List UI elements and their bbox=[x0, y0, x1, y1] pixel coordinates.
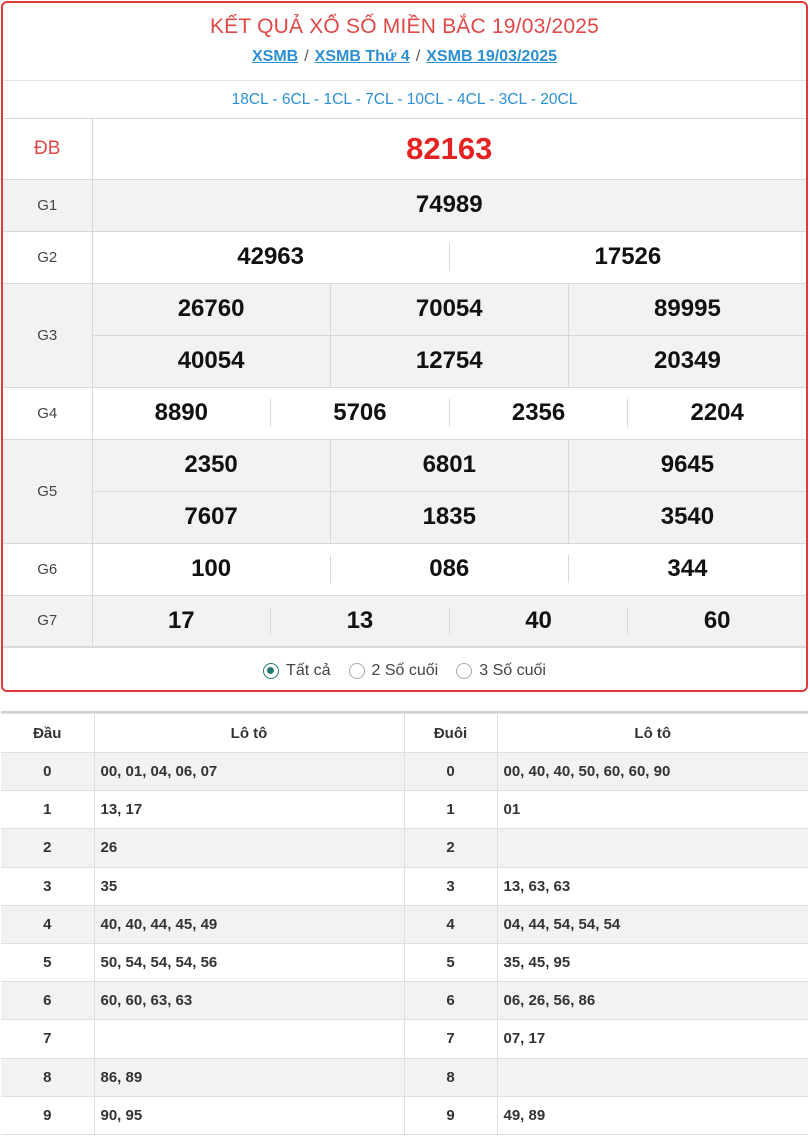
duoi-cell: 9 bbox=[404, 1096, 497, 1134]
radio-icon[interactable] bbox=[456, 663, 472, 679]
result-panel bbox=[1, 1, 808, 692]
table-row bbox=[1, 1020, 808, 1058]
prize-row-g1 bbox=[3, 179, 806, 231]
prize-table bbox=[3, 119, 806, 647]
dau-values-cell: 00, 01, 04, 06, 07 bbox=[94, 753, 404, 791]
prize-number: 6801 bbox=[330, 440, 568, 491]
column-header-loto: Lô tô bbox=[94, 714, 404, 753]
prize-number: 42963 bbox=[237, 243, 304, 270]
column-header-loto: Lô tô bbox=[497, 714, 808, 753]
dau-cell: 5 bbox=[1, 943, 94, 981]
prize-number: 3540 bbox=[568, 492, 806, 543]
prize-number: 086 bbox=[330, 555, 568, 583]
dau-cell: 0 bbox=[1, 753, 94, 791]
table-row bbox=[1, 829, 808, 867]
duoi-cell: 7 bbox=[404, 1020, 497, 1058]
prize-label: ĐB bbox=[3, 119, 92, 179]
duoi-cell: 1 bbox=[404, 791, 497, 829]
prize-number: 100 bbox=[191, 555, 232, 582]
dau-cell: 2 bbox=[1, 829, 94, 867]
prize-number: 17526 bbox=[449, 243, 806, 271]
prize-label: G3 bbox=[3, 283, 92, 387]
column-header-dau: Đầu bbox=[1, 714, 94, 753]
duoi-values-cell: 04, 44, 54, 54, 54 bbox=[497, 905, 808, 943]
prize-number: 8890 bbox=[154, 399, 208, 426]
duoi-cell: 3 bbox=[404, 867, 497, 905]
prize-number: 20349 bbox=[568, 336, 806, 387]
prize-number: 70054 bbox=[330, 284, 568, 335]
filter-option-label: Tất cả bbox=[286, 662, 331, 679]
prize-row-g2 bbox=[3, 231, 806, 283]
link-xsmb-thu-4[interactable]: XSMB Thứ 4 bbox=[314, 48, 410, 65]
duoi-values-cell: 13, 63, 63 bbox=[497, 867, 808, 905]
dau-values-cell: 35 bbox=[94, 867, 404, 905]
dau-values-cell: 90, 95 bbox=[94, 1096, 404, 1134]
duoi-values-cell: 35, 45, 95 bbox=[497, 943, 808, 981]
dau-values-cell bbox=[94, 1020, 404, 1058]
prize-label: G7 bbox=[3, 595, 92, 646]
table-row bbox=[1, 867, 808, 905]
duoi-values-cell: 49, 89 bbox=[497, 1096, 808, 1134]
table-row bbox=[1, 1058, 808, 1096]
prize-number: 2350 bbox=[93, 440, 330, 491]
duoi-cell: 5 bbox=[404, 943, 497, 981]
prize-number: 7607 bbox=[93, 492, 330, 543]
prize-number: 89995 bbox=[568, 284, 806, 335]
prize-row-g5 bbox=[3, 439, 806, 543]
column-header-duoi: Đuôi bbox=[404, 714, 497, 753]
dau-values-cell: 86, 89 bbox=[94, 1058, 404, 1096]
prize-label: G2 bbox=[3, 231, 92, 283]
link-xsmb[interactable]: XSMB bbox=[251, 48, 299, 65]
prize-row-g6 bbox=[3, 543, 806, 595]
table-row bbox=[1, 982, 808, 1020]
dau-cell: 6 bbox=[1, 982, 94, 1020]
prize-label: G5 bbox=[3, 439, 92, 543]
duoi-cell: 0 bbox=[404, 753, 497, 791]
duoi-values-cell bbox=[497, 1058, 808, 1096]
prize-label: G4 bbox=[3, 387, 92, 439]
dau-values-cell: 50, 54, 54, 54, 56 bbox=[94, 943, 404, 981]
link-xsmb-date[interactable]: XSMB 19/03/2025 bbox=[426, 48, 558, 65]
prize-number: 17 bbox=[93, 607, 271, 635]
duoi-values-cell: 07, 17 bbox=[497, 1020, 808, 1058]
duoi-cell: 6 bbox=[404, 982, 497, 1020]
dau-cell: 7 bbox=[1, 1020, 94, 1058]
duoi-values-cell bbox=[497, 829, 808, 867]
prize-number: 5706 bbox=[270, 399, 449, 427]
page-title: KẾT QUẢ XỔ SỐ MIỀN BẮC 19/03/2025 bbox=[209, 15, 600, 38]
dau-cell: 8 bbox=[1, 1058, 94, 1096]
prize-row-g4 bbox=[3, 387, 806, 439]
prize-number: 26760 bbox=[93, 284, 330, 335]
filter-option-label: 2 Số cuối bbox=[371, 662, 439, 679]
prize-codes: 18CL - 6CL - 1CL - 7CL - 10CL - 4CL - 3CL - 20CL bbox=[3, 80, 806, 119]
prize-number: 13 bbox=[270, 607, 449, 635]
prize-number: 12754 bbox=[330, 336, 568, 387]
prize-row-g3 bbox=[3, 283, 806, 387]
filter-option-label: 3 Số cuối bbox=[479, 662, 546, 679]
prize-row-db bbox=[3, 119, 806, 179]
prize-number: 74989 bbox=[93, 191, 807, 219]
radio-icon[interactable] bbox=[349, 663, 365, 679]
prize-number: 60 bbox=[627, 607, 806, 635]
prize-number: 344 bbox=[568, 555, 806, 583]
table-row bbox=[1, 1096, 808, 1134]
duoi-cell: 2 bbox=[404, 829, 497, 867]
breadcrumb-separator: / bbox=[415, 48, 421, 65]
breadcrumb-separator: / bbox=[304, 48, 309, 65]
duoi-cell: 4 bbox=[404, 905, 497, 943]
dau-values-cell: 13, 17 bbox=[94, 791, 404, 829]
duoi-cell: 8 bbox=[404, 1058, 497, 1096]
dau-values-cell: 60, 60, 63, 63 bbox=[94, 982, 404, 1020]
prize-number: 2204 bbox=[627, 399, 806, 427]
breadcrumb bbox=[3, 48, 806, 80]
table-row bbox=[1, 943, 808, 981]
prize-label: G6 bbox=[3, 543, 92, 595]
radio-selected-icon[interactable] bbox=[263, 663, 279, 679]
filter-option-all[interactable] bbox=[263, 662, 330, 680]
table-row bbox=[1, 905, 808, 943]
filter-option-3-digits[interactable] bbox=[456, 662, 546, 680]
dau-cell: 4 bbox=[1, 905, 94, 943]
prize-number: 1835 bbox=[330, 492, 568, 543]
number-filter bbox=[3, 647, 806, 693]
prize-label: G1 bbox=[3, 179, 92, 231]
dau-cell: 3 bbox=[1, 867, 94, 905]
prize-number: 9645 bbox=[568, 440, 806, 491]
table-row bbox=[1, 791, 808, 829]
dau-cell: 9 bbox=[1, 1096, 94, 1134]
special-prize-number: 82163 bbox=[406, 130, 493, 166]
loto-panel bbox=[1, 711, 808, 1135]
prize-number: 40 bbox=[449, 607, 628, 635]
prize-number: 40054 bbox=[93, 336, 330, 387]
dau-values-cell: 40, 40, 44, 45, 49 bbox=[94, 905, 404, 943]
dau-values-cell: 26 bbox=[94, 829, 404, 867]
prize-number: 2356 bbox=[449, 399, 628, 427]
filter-option-2-digits[interactable] bbox=[349, 662, 439, 680]
duoi-values-cell: 00, 40, 40, 50, 60, 60, 90 bbox=[497, 753, 808, 791]
dau-cell: 1 bbox=[1, 791, 94, 829]
prize-row-g7 bbox=[3, 595, 806, 646]
table-row bbox=[1, 753, 808, 791]
duoi-values-cell: 01 bbox=[497, 791, 808, 829]
duoi-values-cell: 06, 26, 56, 86 bbox=[497, 982, 808, 1020]
loto-table bbox=[1, 713, 808, 1135]
